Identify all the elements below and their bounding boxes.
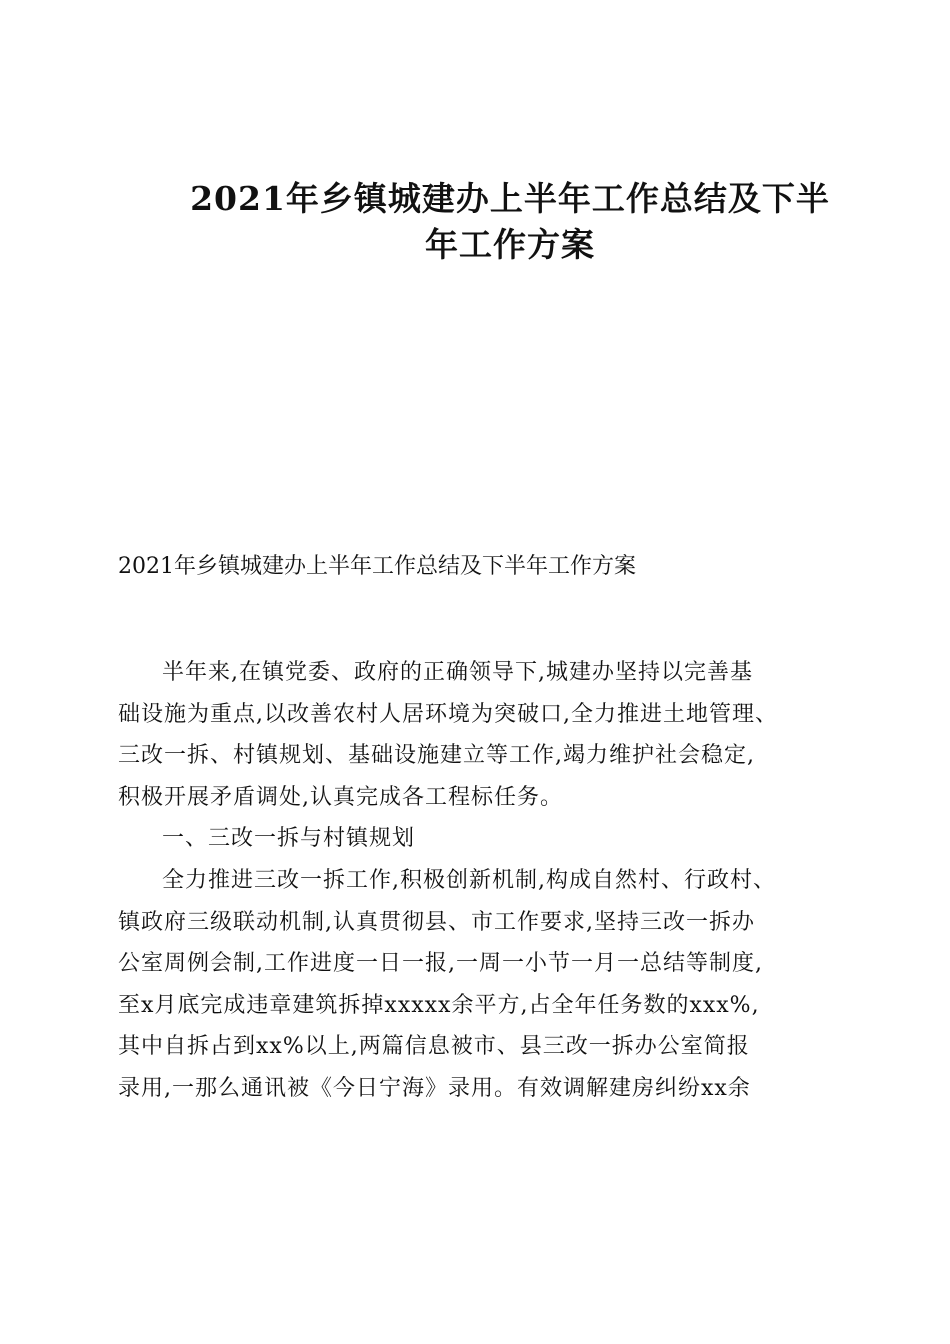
text-line: 三改一拆、村镇规划、基础设施建立等工作,竭力维护社会稳定, (118, 743, 755, 769)
text-line: 础设施为重点,以改善农村人居环境为突破口,全力推进土地管理、 (118, 701, 778, 727)
section-heading-text: 一、三改一拆与村镇规划 (162, 826, 416, 852)
document-title (160, 176, 860, 268)
title-line-2: 年工作方案 (425, 225, 595, 264)
paragraph-intro (118, 652, 838, 818)
section-heading (118, 818, 838, 860)
text-line: 录用,一那么通讯被《今日宁海》录用。有效调解建房纠纷xx余 (118, 1075, 751, 1101)
document-body (118, 652, 838, 1110)
text-line: 公室周例会制,工作进度一日一报,一周一小节一月一总结等制度, (118, 951, 763, 977)
text-line: 积极开展矛盾调处,认真完成各工程标任务。 (118, 784, 563, 810)
paragraph-section-1 (118, 860, 838, 1110)
text-line: 其中自拆占到xx%以上,两篇信息被市、县三改一拆办公室简报 (118, 1034, 750, 1060)
text-line: 半年来,在镇党委、政府的正确领导下,城建办坚持以完善基 (162, 660, 753, 685)
title-line-1: 2021年乡镇城建办上半年工作总结及下半 (190, 179, 830, 218)
document-subtitle: 2021年乡镇城建办上半年工作总结及下半年工作方案 (118, 554, 636, 579)
text-line: 镇政府三级联动机制,认真贯彻县、市工作要求,坚持三改一拆办 (118, 909, 755, 935)
text-line: 全力推进三改一拆工作,积极创新机制,构成自然村、行政村、 (162, 867, 776, 893)
text-line: 至x月底完成违章建筑拆掉xxxxx余平方,占全年任务数的xxx%, (118, 992, 760, 1018)
